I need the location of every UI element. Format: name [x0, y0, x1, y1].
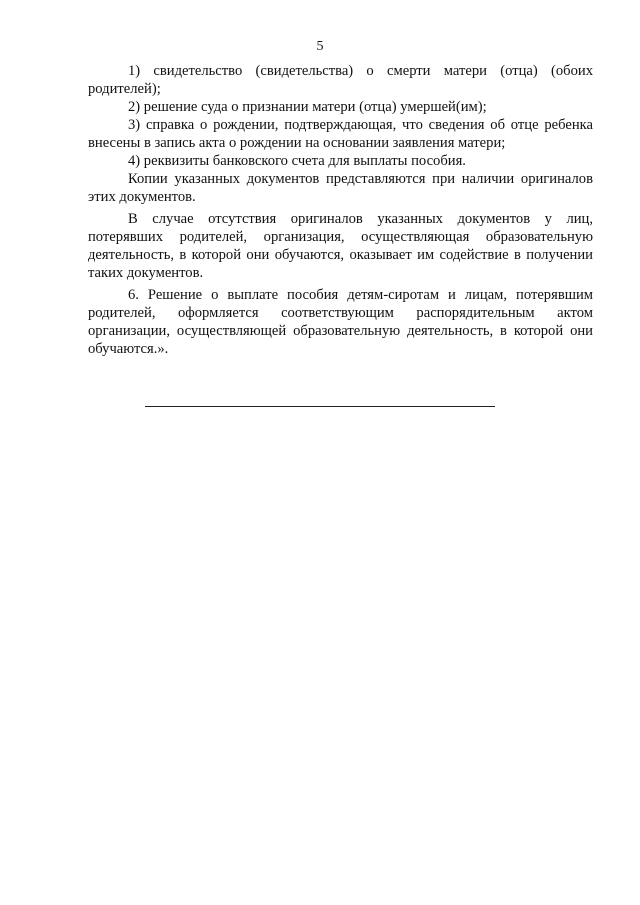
- document-body: [88, 62, 593, 358]
- paragraph-originals-absence: В случае отсутствия оригиналов указанных документов у лиц, потерявших родителей, организация, осуществляющая образовательную деятельность, в которой они обучаются, оказывает им содействие в получении таких документов.: [88, 211, 593, 281]
- paragraph-copies: Копии указанных документов представляются при наличии оригиналов этих документов.: [88, 171, 593, 205]
- list-item-court-decision: 2) решение суда о признании матери (отца) умершей(им);: [128, 99, 487, 115]
- list-item-birth-certificate: 3) справка о рождении, подтверждающая, что сведения об отце ребенка внесены в запись акта о рождении на основании заявления матери;: [88, 117, 593, 151]
- list-item-bank-details: 4) реквизиты банковского счета для выплаты пособия.: [128, 153, 466, 169]
- paragraph-payment-decision: 6. Решение о выплате пособия детям-сиротам и лицам, потерявшим родителей, оформляется соответствующим распорядительным актом организации, осуществляющей образовательную деятельность, в которой они обучаются.».: [88, 287, 593, 357]
- list-item-death-certificate: 1) свидетельство (свидетельства) о смерти матери (отца) (обоих родителей);: [88, 63, 593, 97]
- page-number: 5: [316, 39, 324, 54]
- end-of-document-divider: [145, 406, 495, 407]
